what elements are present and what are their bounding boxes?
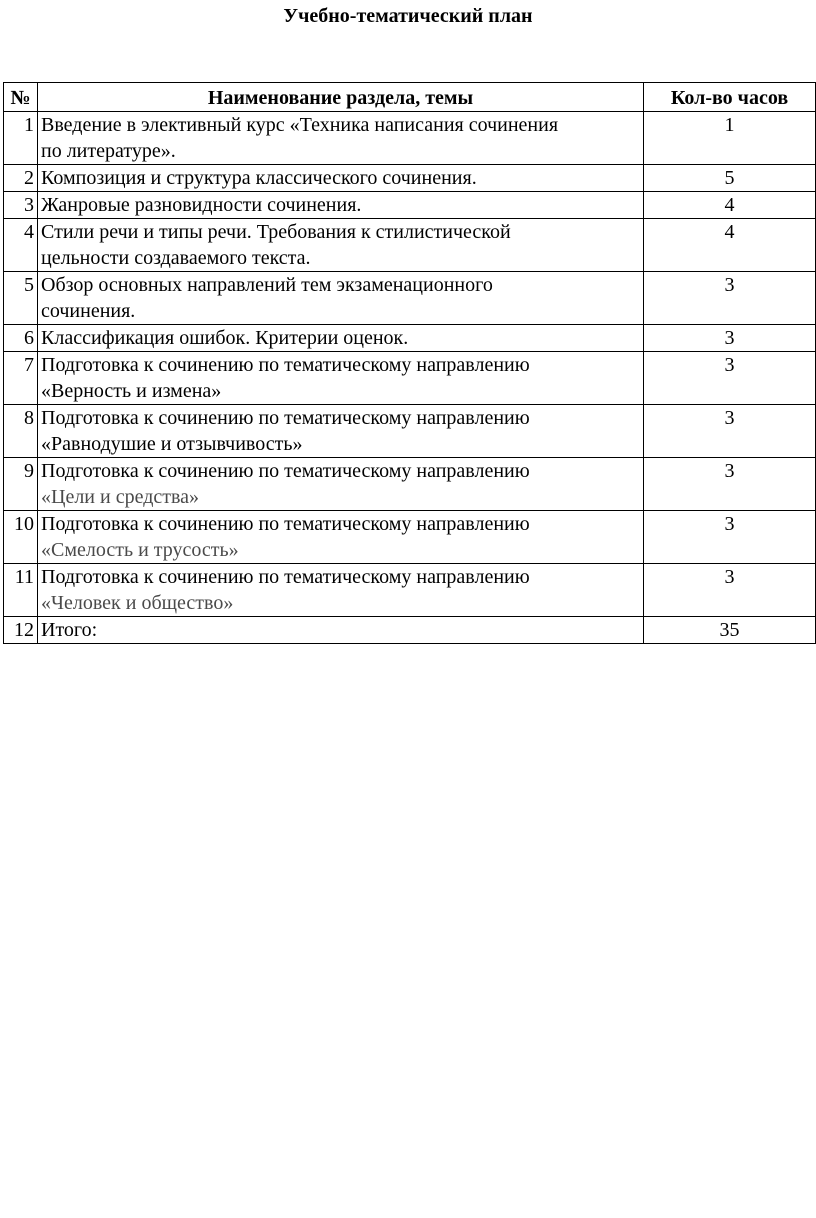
row-topic xyxy=(38,219,644,272)
topic-line: по литературе». xyxy=(41,140,176,162)
row-topic xyxy=(38,564,644,617)
row-hours: 3 xyxy=(644,511,816,564)
row-topic xyxy=(38,511,644,564)
row-topic xyxy=(38,272,644,325)
row-hours: 4 xyxy=(644,219,816,272)
header-topic-name: Наименование раздела, темы xyxy=(38,83,644,112)
table-row xyxy=(4,352,816,405)
table-row xyxy=(4,112,816,165)
row-number: 2 xyxy=(4,165,38,192)
topic-line: Подготовка к сочинению по тематическому направлению xyxy=(41,407,530,429)
row-number: 6 xyxy=(4,325,38,352)
table-header-row xyxy=(4,83,816,112)
table-row xyxy=(4,458,816,511)
topic-line: Подготовка к сочинению по тематическому направлению xyxy=(41,460,530,482)
row-topic xyxy=(38,405,644,458)
table-row xyxy=(4,511,816,564)
topic-line: «Равнодушие и отзывчивость» xyxy=(41,433,303,455)
row-hours: 1 xyxy=(644,112,816,165)
header-number: № xyxy=(4,83,38,112)
row-topic: Композиция и структура классического сочинения. xyxy=(38,165,644,192)
row-hours: 3 xyxy=(644,458,816,511)
row-topic xyxy=(38,352,644,405)
row-number: 12 xyxy=(4,617,38,644)
row-number: 10 xyxy=(4,511,38,564)
row-topic: Жанровые разновидности сочинения. xyxy=(38,192,644,219)
row-hours: 3 xyxy=(644,352,816,405)
row-number: 8 xyxy=(4,405,38,458)
row-topic xyxy=(38,112,644,165)
table-row xyxy=(4,564,816,617)
topic-line: Подготовка к сочинению по тематическому направлению xyxy=(41,354,530,376)
topic-line: цельности создаваемого текста. xyxy=(41,247,311,269)
table-row xyxy=(4,325,816,352)
table-row-total xyxy=(4,617,816,644)
row-number: 4 xyxy=(4,219,38,272)
row-hours: 5 xyxy=(644,165,816,192)
topic-line: «Смелость и трусость» xyxy=(41,539,239,561)
row-hours: 4 xyxy=(644,192,816,219)
row-number: 11 xyxy=(4,564,38,617)
row-number: 9 xyxy=(4,458,38,511)
row-hours: 3 xyxy=(644,325,816,352)
topic-line: Стили речи и типы речи. Требования к стилистической xyxy=(41,221,511,243)
table-row xyxy=(4,192,816,219)
topic-line: Подготовка к сочинению по тематическому направлению xyxy=(41,566,530,588)
topic-line: «Цели и средства» xyxy=(41,486,200,508)
topic-line: Обзор основных направлений тем экзаменационного xyxy=(41,274,493,296)
table-row xyxy=(4,165,816,192)
row-hours: 3 xyxy=(644,272,816,325)
row-hours: 3 xyxy=(644,405,816,458)
document-title: Учебно-тематический план xyxy=(283,5,533,27)
table-row xyxy=(4,405,816,458)
row-number: 7 xyxy=(4,352,38,405)
row-topic: Итого: xyxy=(38,617,644,644)
row-hours: 35 xyxy=(644,617,816,644)
row-topic: Классификация ошибок. Критерии оценок. xyxy=(38,325,644,352)
topic-line: Подготовка к сочинению по тематическому направлению xyxy=(41,513,530,535)
row-topic xyxy=(38,458,644,511)
row-hours: 3 xyxy=(644,564,816,617)
thematic-plan-table xyxy=(3,82,816,644)
row-number: 3 xyxy=(4,192,38,219)
table-row xyxy=(4,272,816,325)
row-number: 1 xyxy=(4,112,38,165)
topic-line: «Верность и измена» xyxy=(41,380,222,402)
topic-line: сочинения. xyxy=(41,300,136,322)
table-row xyxy=(4,219,816,272)
header-hours: Кол-во часов xyxy=(644,83,816,112)
topic-line: «Человек и общество» xyxy=(41,592,234,614)
topic-line: Введение в элективный курс «Техника написания сочинения xyxy=(41,114,559,136)
row-number: 5 xyxy=(4,272,38,325)
